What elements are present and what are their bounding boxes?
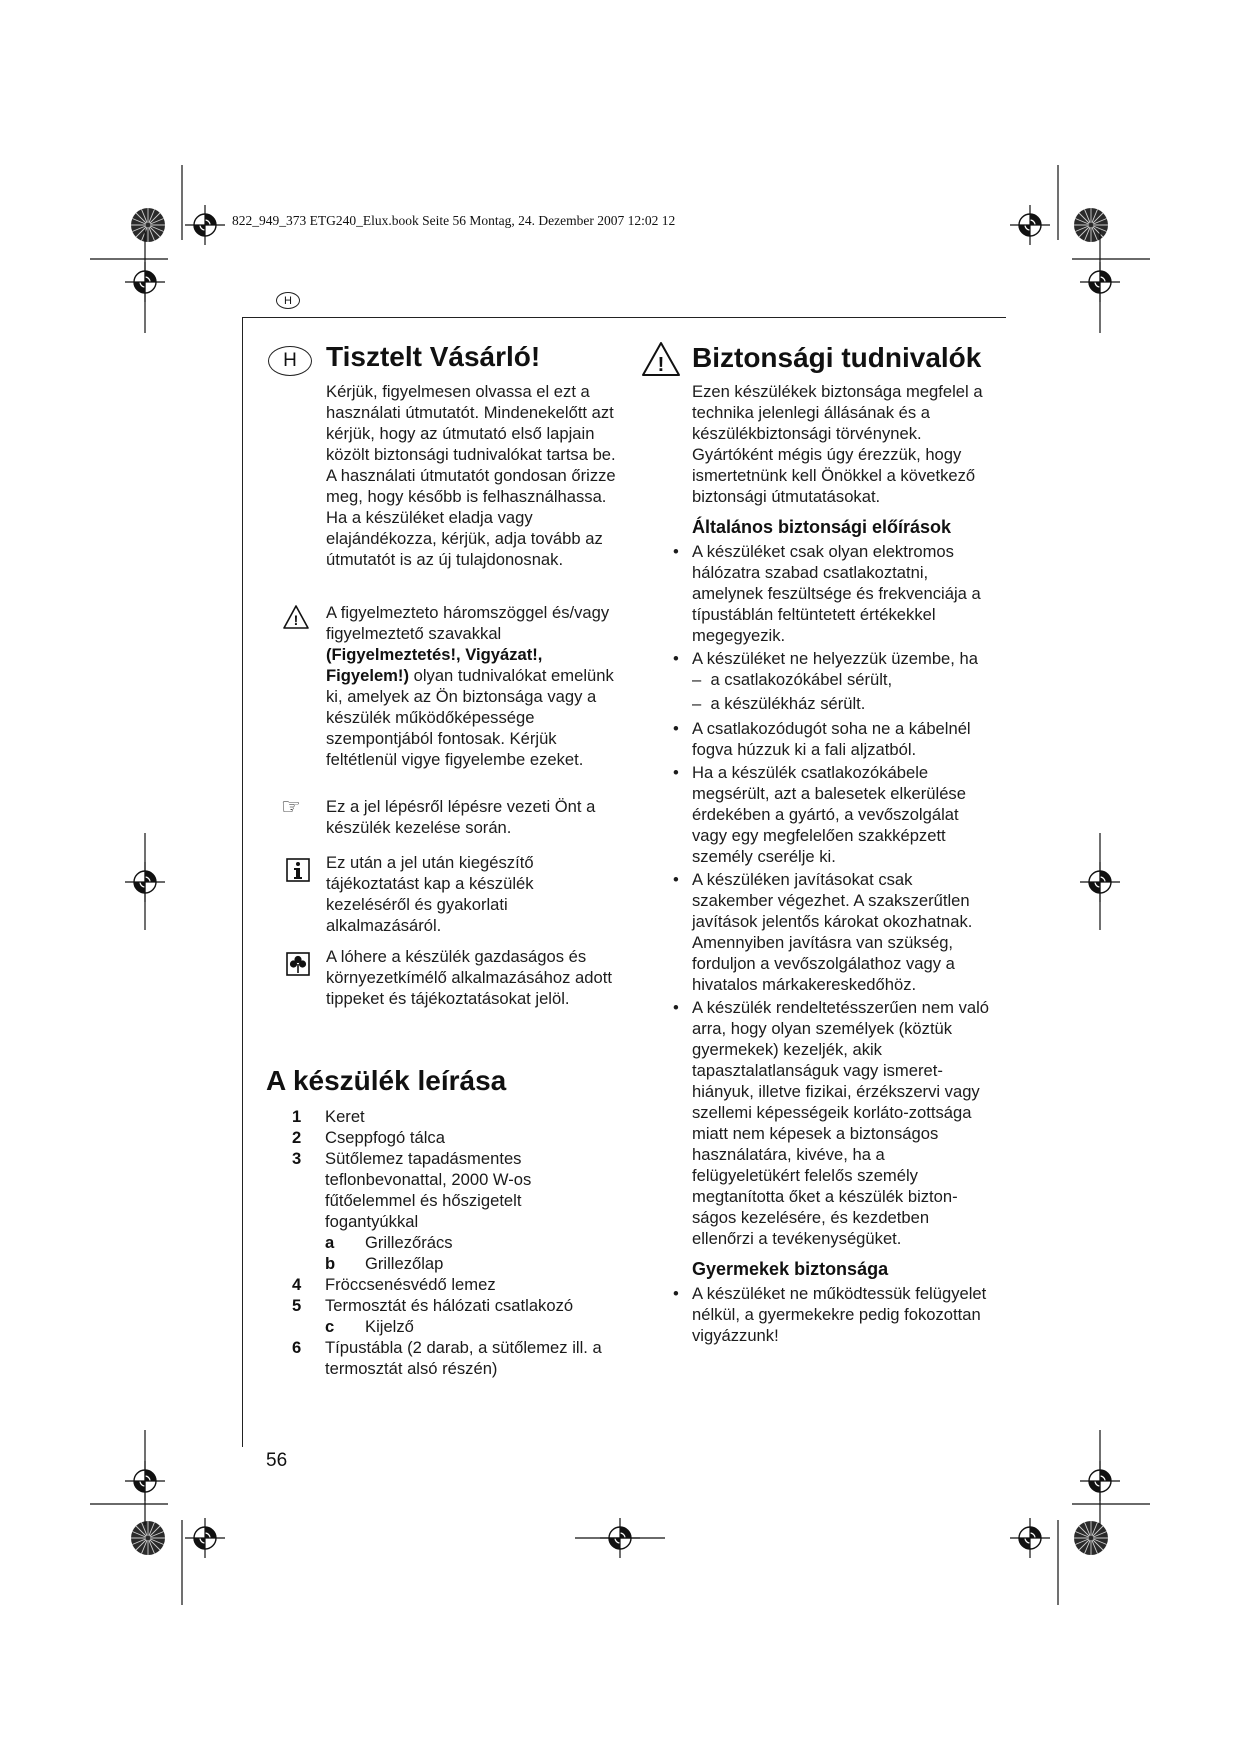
info-icon — [286, 858, 310, 882]
warning-triangle-icon — [282, 604, 310, 630]
sub-item: – a készülékház sérült. — [692, 694, 866, 713]
item-letter: c — [325, 1317, 335, 1336]
item-text: Típustábla (2 darab, a sütőlemez ill. a termosztát alsó részén) — [325, 1338, 602, 1378]
clover-text: A lóhere a készülék gazdaságos és környezetkímélő alkalmazásához adott tippeket és tájékoztatásokat jelöl. — [326, 947, 612, 1008]
warning-note — [326, 602, 618, 770]
right-title: Biztonsági tudnivalók — [692, 342, 982, 373]
registration-crosshair-icon — [185, 1518, 225, 1558]
svg-text:!: ! — [657, 354, 665, 376]
description-title: A készülék leírása — [266, 1065, 507, 1096]
clover-icon — [286, 952, 310, 976]
item-letter: a — [325, 1233, 335, 1252]
list-item: • A készülék rendeltetésszerűen nem való arra, hogy olyan személyek (köztük gyermekek) kezeljék, akik tapasztalatlanságuk vagy ismeret-hiányuk, illetve fizikai, érzékszervi vagy szellemi képességeik korláto-zottsága miatt nem képesek a biztonságos használatára, kivéve, ha a felügyeletükért felelős személy megtanította őket a készülék bizton-ságos kezelésére, és kezdetben ellenőrzi a tevékenységüket. — [673, 998, 990, 1248]
list-item — [292, 1295, 622, 1316]
item-text: Grillezőrács — [365, 1233, 453, 1252]
info-text: Ez után a jel után kiegészítő tájékoztatást kap a készülék kezeléséről és gyakorlati alkalmazásáról. — [326, 853, 534, 935]
hand-note — [326, 796, 622, 838]
safety-column — [673, 381, 992, 1348]
file-info-header: 822_949_373 ETG240_Elux.book Seite 56 Montag, 24. Dezember 2007 12:02 12 — [232, 213, 676, 228]
color-wheel-icon — [1074, 1521, 1108, 1555]
list-item: • A készüléken javításokat csak szakember végezhet. A szakszerűtlen javítások jelentős károkat okozhatnak. Amennyiben javításra van szükség, forduljon a vevőszolgálathoz vagy a hivatalos márkakereskedőhöz. — [673, 870, 973, 994]
left-rule — [242, 317, 243, 1447]
list-item — [292, 1106, 622, 1127]
item-number: 6 — [292, 1338, 302, 1357]
list-item — [292, 1253, 622, 1274]
warning-text-pre: A figyelmezteto háromszöggel és/vagy figyelmeztető szavakkal — [326, 603, 610, 643]
safety-intro: Ezen készülékek biztonsága megfelel a technika jelenlegi állásának és a készülékbiztonsági törvénynek. Gyártóként mégis úgy érezzük, hogy ismertetnünk kell Önökkel a következő biztonsági útmutatásokat. — [692, 382, 983, 506]
item-number: 3 — [292, 1149, 302, 1168]
item-text: Grillezőlap — [365, 1254, 444, 1273]
item-text: Termosztát és hálózati csatlakozó — [325, 1296, 574, 1315]
item-number: 2 — [292, 1128, 302, 1147]
list-item: • A készüléket csak olyan elektromos hálózatra szabad csatlakoztatni, amelynek feszültsége és frekvenciája a típustáblán feltüntetett értékekkel megegyezik. — [673, 542, 981, 645]
pointing-hand-icon: ☞ — [281, 794, 301, 819]
warning-text-post: olyan tudnivalókat emelünk ki, amelyek az Ön biztonsága vagy a készülék működőképessége szempontjából fontosak. Kérjük feltétlenül vigye figyelembe ezeket. — [326, 666, 614, 769]
list-item: • A készüléket ne működtessük felügyelet nélkül, a gyermekekre pedig fokozottan vigyázzunk! — [673, 1284, 987, 1345]
item-text: Sütőlemez tapadásmentes teflonbevonattal, 2000 W-os fűtőelemmel és hőszigetelt fogantyúkkal — [325, 1149, 532, 1231]
children-heading: Gyermekek biztonsága — [692, 1259, 889, 1279]
registration-crosshair-icon — [1010, 205, 1050, 245]
item-text: Fröccsenésvédő lemez — [325, 1275, 496, 1294]
hand-text: Ez a jel lépésről lépésre vezeti Önt a készülék kezelése során. — [326, 797, 596, 837]
language-badge-large: H — [268, 346, 312, 376]
warning-words: (Figyelmeztetés!, Vigyázat!, Figyelem!) — [326, 645, 543, 685]
item-letter: b — [325, 1254, 336, 1273]
list-item — [292, 1274, 622, 1295]
general-heading: Általános biztonsági előírások — [692, 517, 952, 537]
list-item — [292, 1232, 622, 1253]
list-item — [292, 1316, 622, 1337]
description-list — [292, 1106, 622, 1379]
list-item: • A készüléket ne helyezzük üzembe, ha – a csatlakozókábel sérült, – a készülékház sérült. — [692, 648, 992, 714]
general-list — [673, 541, 992, 1249]
color-wheel-icon — [131, 1521, 165, 1555]
svg-text:!: ! — [293, 612, 299, 628]
info-note — [326, 852, 618, 936]
item-number: 1 — [292, 1107, 302, 1126]
list-item: • A csatlakozódugót soha ne a kábelnél fogva húzzuk ki a fali aljzatból. — [673, 719, 971, 759]
item-number: 4 — [292, 1275, 302, 1294]
registration-crosshair-icon — [1010, 1518, 1050, 1558]
clover-note — [326, 946, 618, 1009]
item-number: 5 — [292, 1296, 302, 1315]
left-intro — [326, 381, 620, 570]
list-item — [292, 1337, 622, 1379]
list-item: • Ha a készülék csatlakozókábele megsérült, azt a balesetek elkerülése érdekében a gyártó, a vevőszolgálat vagy egy megfelelően szakképzett személy cserélje ki. — [673, 763, 966, 866]
children-list — [673, 1283, 992, 1346]
color-wheel-icon — [1074, 208, 1108, 242]
warning-triangle-icon — [641, 341, 681, 377]
list-item — [292, 1148, 622, 1232]
item-text: Kijelző — [365, 1317, 414, 1336]
item-text: Keret — [325, 1107, 365, 1126]
left-title: Tisztelt Vásárló! — [326, 341, 541, 372]
item-text: Cseppfogó tálca — [325, 1128, 445, 1147]
intro-text: Kérjük, figyelmesen olvassa el ezt a használati útmutatót. Mindenekelőtt azt kérjük, hogy az útmutató első lapjain közölt biztonsági tudnivalókat tartsa be. A használati útmutatót gondosan őrizze meg, hogy később is felhasználhassa. Ha a készüléket eladja vagy elajándékozza, kérjük, adja tovább az útmutatót is az új tulajdonosnak. — [326, 382, 616, 569]
top-rule — [242, 317, 1006, 318]
page-number: 56 — [266, 1450, 288, 1471]
color-wheel-icon — [131, 208, 165, 242]
sub-item: – a csatlakozókábel sérült, — [692, 670, 893, 689]
list-item — [292, 1127, 622, 1148]
registration-crosshair-icon — [185, 205, 225, 245]
language-badge: H — [276, 292, 300, 309]
